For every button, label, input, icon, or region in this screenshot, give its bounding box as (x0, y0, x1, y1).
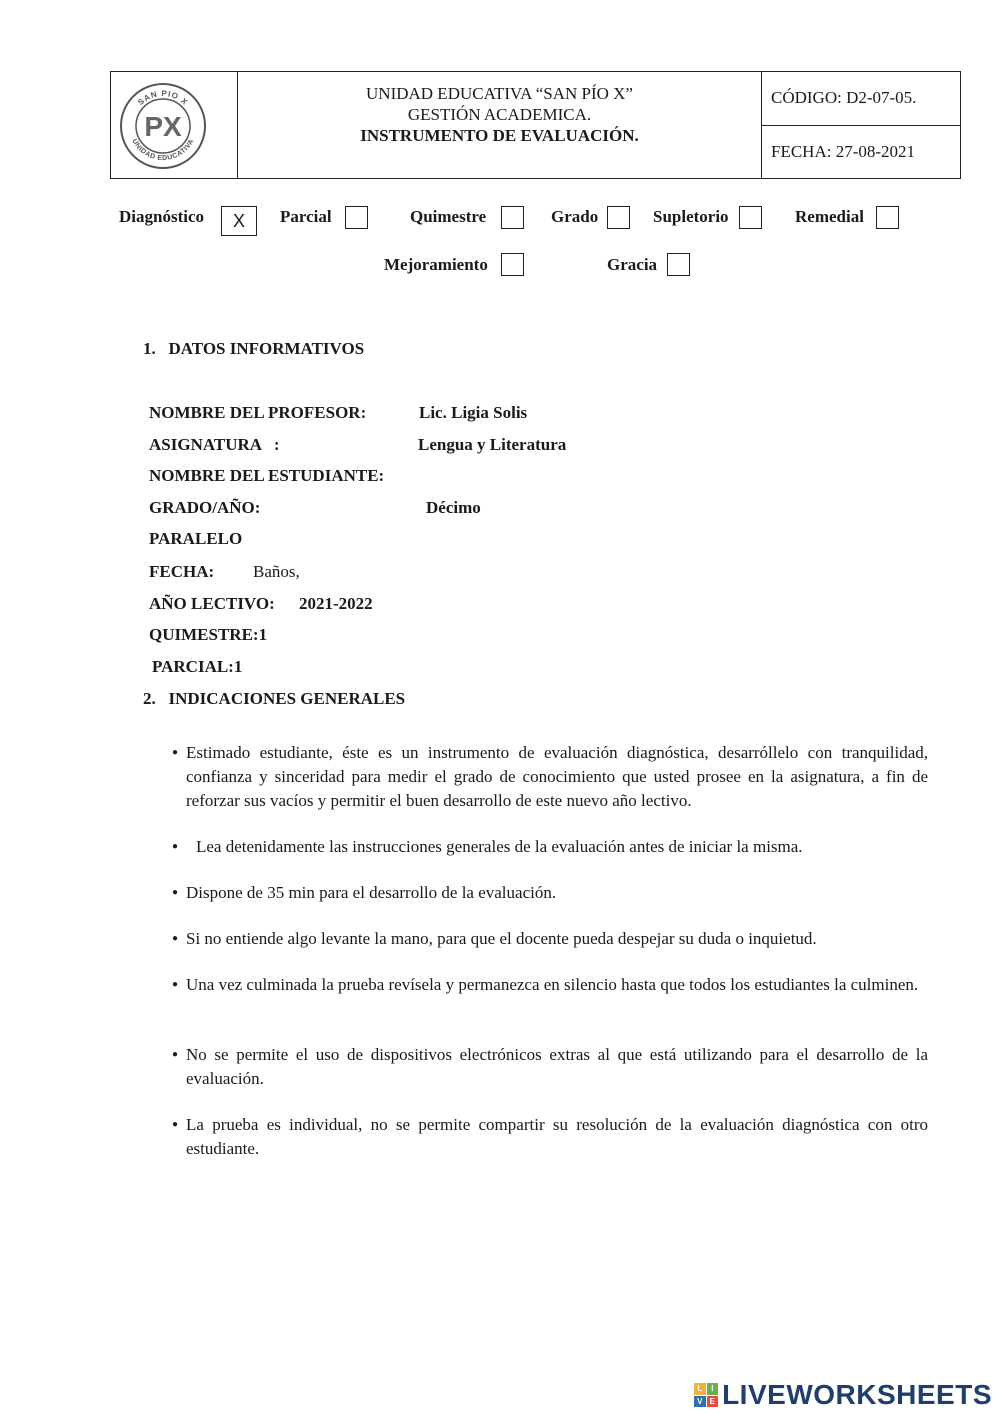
indication-5: Una vez culminada la prueba revísela y permanezca en silencio hasta que todos los estudiantes la culminen. (186, 975, 919, 994)
checkbox-parcial[interactable] (345, 206, 368, 229)
checkbox-diagnostico[interactable]: X (221, 206, 257, 236)
logo-tile: L (694, 1383, 706, 1395)
checkbox-grado[interactable] (607, 206, 630, 229)
option-label-quimestre: Quimestre (410, 207, 487, 226)
checkbox-supletorio[interactable] (739, 206, 762, 229)
brand-name: LIVEWORKSHEETS (722, 1379, 992, 1410)
label-quimestre: QUIMESTRE:1 (149, 625, 268, 644)
label-grado: GRADO/AÑO: (149, 498, 261, 517)
value-fecha: Baños, (253, 562, 300, 581)
liveworksheets-logo-icon (694, 1383, 718, 1407)
label-paralelo: PARALELO (149, 529, 243, 548)
indication-1: Estimado estudiante, éste es un instrumento de evaluación diagnóstica, desarróllelo con tranquilidad, confianza y sinceridad para medir el grado de conocimiento que usted prosee en la asignatura, a fin de reforzar sus vacíos y permitir el buen desarrollo de este nuevo año lectivo. (186, 743, 928, 810)
label-asignatura: ASIGNATURA : (149, 435, 280, 454)
bullet: ● (172, 841, 179, 852)
section-title-datos: 1. DATOS INFORMATIVOS (143, 339, 365, 358)
document-code: CÓDIGO: D2-07-05. (771, 88, 917, 107)
checkbox-remedial[interactable] (876, 206, 899, 229)
logo-tile: E (707, 1396, 719, 1408)
header-table (110, 71, 961, 179)
checkbox-gracia[interactable] (667, 253, 690, 276)
indication-3: Dispone de 35 min para el desarrollo de la evaluación. (186, 883, 557, 902)
label-estudiante: NOMBRE DEL ESTUDIANTE: (149, 466, 385, 485)
label-fecha: FECHA: (149, 562, 215, 581)
seal-top-text: SAN PIO X (136, 88, 190, 108)
checkbox-quimestre[interactable] (501, 206, 524, 229)
bullet: ● (172, 979, 179, 990)
department-name: GESTIÓN ACADEMICA. (407, 105, 592, 124)
section-title-indicaciones: 2. INDICACIONES GENERALES (143, 689, 406, 708)
liveworksheets-brand (694, 1379, 992, 1411)
bullet: ● (172, 1049, 179, 1060)
indication-6: No se permite el uso de dispositivos electrónicos extras al que está utilizando para el desarrollo de la evaluación. (186, 1045, 928, 1088)
header-divider (761, 125, 960, 126)
header-title-block (238, 83, 761, 146)
option-label-grado: Grado (551, 207, 599, 226)
indication-2: Lea detenidamente las instrucciones generales de la evaluación antes de iniciar la misma. (196, 837, 803, 856)
school-logo (119, 82, 207, 170)
bullet: ● (172, 747, 179, 758)
school-name: UNIDAD EDUCATIVA “SAN PÍO X” (366, 84, 633, 103)
seal-monogram: PX (144, 111, 182, 142)
label-parcial: PARCIAL:1 (152, 657, 243, 676)
logo-tile: I (707, 1383, 719, 1395)
option-label-diagnostico: Diagnóstico (119, 207, 204, 226)
bullet: ● (172, 887, 179, 898)
checkbox-mejoramiento[interactable] (501, 253, 524, 276)
bullet: ● (172, 933, 179, 944)
indication-4: Si no entiende algo levante la mano, para que el docente pueda despejar su duda o inquietud. (186, 929, 817, 948)
logo-tile: V (694, 1396, 706, 1408)
seal-bottom-text: UNIDAD EDUCATIVA (130, 137, 196, 163)
svg-text:SAN PIO X (136, 89, 190, 107)
school-seal-icon (119, 82, 207, 170)
option-label-supletorio: Supletorio (653, 207, 729, 226)
document-title: INSTRUMENTO DE EVALUACIÓN. (360, 126, 639, 145)
label-anio-lectivo: AÑO LECTIVO: (149, 594, 275, 613)
option-label-remedial: Remedial (795, 207, 864, 226)
option-label-mejoramiento: Mejoramiento (384, 255, 488, 274)
value-grado: Décimo (426, 498, 481, 517)
option-label-gracia: Gracia (607, 255, 658, 274)
value-anio-lectivo: 2021-2022 (299, 594, 373, 613)
indication-7: La prueba es individual, no se permite compartir su resolución de la evaluación diagnóstica con otro estudiante. (186, 1115, 928, 1158)
bullet: ● (172, 1119, 179, 1130)
value-profesor: Lic. Ligia Solis (419, 403, 528, 422)
option-label-parcial: Parcial (280, 207, 332, 226)
label-profesor: NOMBRE DEL PROFESOR: (149, 403, 367, 422)
document-date: FECHA: 27-08-2021 (771, 142, 916, 161)
value-asignatura: Lengua y Literatura (418, 435, 567, 454)
